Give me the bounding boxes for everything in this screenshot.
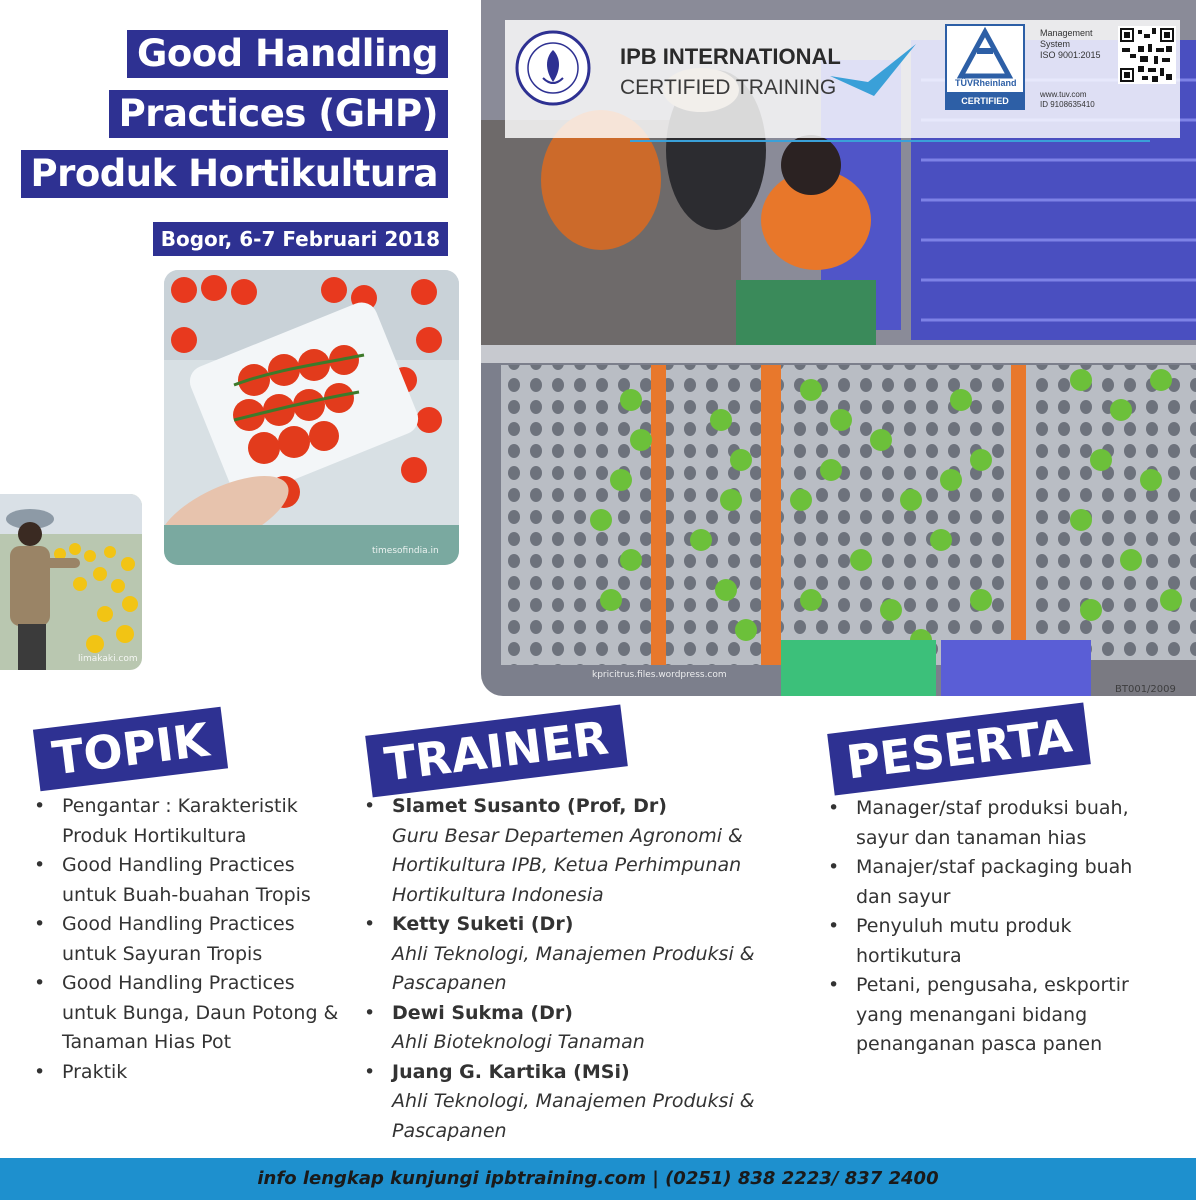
footer-info-bar[interactable]: info lengkap kunjungi ipbtraining.com | (0251) 838 2223/ 837 2400: [0, 1158, 1196, 1200]
title-line-2: Practices (GHP): [109, 90, 448, 138]
mgmt-line-3: ISO 9001:2015: [1040, 50, 1101, 60]
certificate-id: ID 9108635410: [1040, 100, 1095, 109]
trainer-item: [362, 910, 802, 999]
trainer-name: • Ketty Suketi (Dr): [392, 913, 574, 935]
mgmt-line-1: Management: [1040, 28, 1093, 38]
trainer-description: Ahli Teknologi, Manajemen Produksi & Pascapanen: [392, 942, 755, 994]
header-divider: [630, 140, 1150, 142]
list-item: • Praktik: [32, 1058, 352, 1088]
certificate-web-info: [1040, 90, 1095, 110]
list-item: • Manajer/staf packaging buah dan sayur: [826, 853, 1156, 912]
trainer-description: Ahli Teknologi, Manajemen Produksi & Pascapanen: [392, 1090, 755, 1142]
org-subtitle: CERTIFIED TRAINING: [620, 76, 837, 99]
trainer-list: [362, 792, 802, 1146]
list-item: • Pengantar : Karakteristik Produk Hortikultura: [32, 792, 352, 851]
trainer-description: Ahli Bioteknologi Tanaman: [392, 1031, 645, 1053]
mgmt-line-2: System: [1040, 39, 1071, 49]
org-name: IPB INTERNATIONAL: [620, 44, 841, 69]
qr-code: [1118, 26, 1176, 84]
event-date-location: Bogor, 6-7 Februari 2018: [153, 222, 448, 256]
tuv-brand-label: TÜVRheinland: [955, 78, 1017, 88]
trainer-description: Guru Besar Departemen Agronomi & Hortikultura IPB, Ketua Perhimpunan Hortikultura Indonesia: [392, 824, 743, 906]
tuv-website: www.tuv.com: [1040, 90, 1087, 99]
trainer-name: • Dewi Sukma (Dr): [392, 1001, 573, 1024]
topik-list: [32, 792, 352, 1087]
trainer-heading: TRAINER: [365, 705, 628, 798]
trainer-item: [362, 1058, 802, 1147]
title-line-1: Good Handling: [127, 30, 448, 78]
list-item: • Good Handling Practices untuk Bunga, Daun Potong & Tanaman Hias Pot: [32, 969, 352, 1058]
list-item: • Manager/staf produksi buah, sayur dan tanaman hias: [826, 794, 1156, 853]
list-item: • Petani, pengusaha, eskportir yang menangani bidang penanganan pasca panen: [826, 971, 1156, 1060]
topik-heading: TOPIK: [33, 707, 228, 792]
list-item: • Good Handling Practices untuk Buah-buahan Tropis: [32, 851, 352, 910]
tuv-certified-label: CERTIFIED: [945, 92, 1025, 110]
farmer-flowers-photo: [0, 494, 142, 670]
peserta-heading: PESERTA: [827, 702, 1091, 795]
farmer-photo-credit: limakaki.com: [78, 654, 138, 664]
title-line-3: Produk Hortikultura: [21, 150, 448, 198]
crate-label: BT001/2009: [1115, 684, 1176, 695]
list-item: • Penyuluh mutu produk hortikutura: [826, 912, 1156, 971]
ipb-seal-logo: [515, 30, 591, 106]
trainer-name: • Juang G. Kartika (MSi): [392, 1060, 630, 1083]
tuv-triangle-icon: [947, 26, 1023, 86]
trainer-item: [362, 792, 802, 910]
tomato-package-photo: [164, 270, 459, 565]
management-system-text: [1040, 28, 1120, 61]
peserta-list: [826, 794, 1156, 1060]
trainer-item: [362, 999, 802, 1058]
trainer-name: • Slamet Susanto (Prof, Dr): [392, 795, 667, 817]
main-photo-credit: kpricitrus.files.wordpress.com: [592, 670, 727, 680]
list-item: • Good Handling Practices untuk Sayuran Tropis: [32, 910, 352, 969]
tomato-photo-credit: timesofindia.in: [372, 546, 439, 556]
check-swoosh-icon: [828, 40, 918, 100]
